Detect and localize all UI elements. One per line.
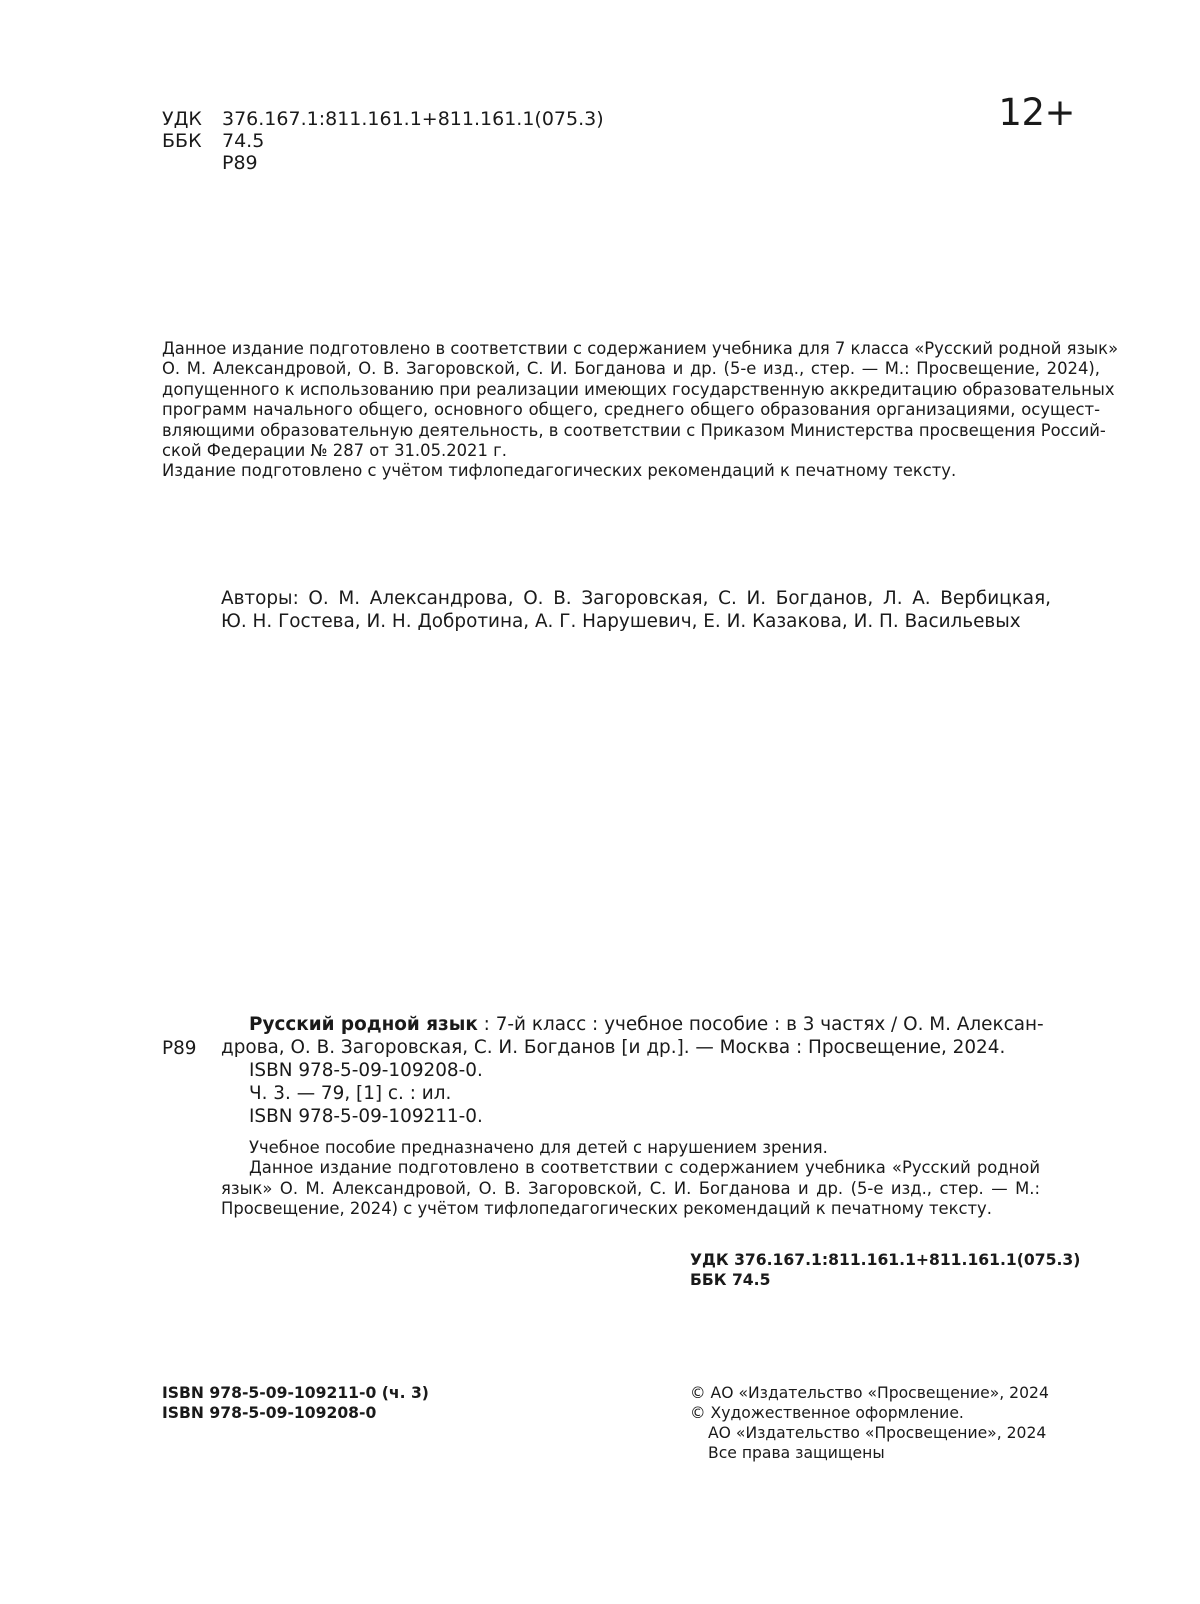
card-isbn-part: ISBN 978-5-09-109211-0. [249, 1106, 483, 1127]
bbk-label: ББК [162, 130, 202, 152]
card-udk: УДК 376.167.1:811.161.1+811.161.1(075.3) [690, 1251, 1081, 1269]
annotation-line: программ начального общего, основного общего, среднего общего образования организациями, осущест- [162, 400, 1100, 420]
classification-block [162, 108, 604, 174]
card-title-rest: : 7-й класс : учебное пособие : в 3 частях / О. М. Алексан- [477, 1014, 1044, 1035]
card-desc-line: язык» О. М. Александровой, О. В. Загоровской, С. И. Богданова и др. (5-е изд., стер. — М.: [221, 1178, 1040, 1198]
annotation-line: О. М. Александровой, О. В. Загоровской, С. И. Богданова и др. (5-е изд., стер. — М.: Просвещение, 2024), [162, 359, 1100, 379]
card-index [690, 1250, 1080, 1290]
copyright-line: © АО «Издательство «Просвещение», 2024 [690, 1384, 1049, 1402]
udk-value: 376.167.1:811.161.1+811.161.1(075.3) [222, 108, 604, 130]
card-desc-line: Просвещение, 2024) с учётом тифлопедагогических рекомендаций к печатному тексту. [221, 1199, 992, 1219]
book-title: Русский родной язык [249, 1014, 478, 1035]
card-description [221, 1138, 1040, 1220]
card-part: Ч. 3. — 79, [1] с. : ил. [249, 1083, 452, 1104]
copyright-line: © Художественное оформление. [690, 1404, 964, 1422]
copyright-block [690, 1383, 1049, 1463]
catalog-card [221, 1013, 1044, 1128]
bbk-value: 74.5 [222, 130, 265, 152]
isbn-set: ISBN 978-5-09-109208-0 [162, 1404, 377, 1422]
card-bbk: ББК 74.5 [690, 1271, 771, 1289]
isbn-block [162, 1383, 429, 1423]
authors-line: Ю. Н. Гостева, И. Н. Добротина, А. Г. Нарушевич, Е. И. Казакова, И. П. Васильевых [221, 611, 1021, 632]
catalog-code: Р89 [162, 1038, 197, 1059]
card-isbn-set: ISBN 978-5-09-109208-0. [249, 1060, 483, 1081]
card-desc-line: Данное издание подготовлено в соответствии с содержанием учебника «Русский родной [249, 1158, 1040, 1178]
isbn-part: ISBN 978-5-09-109211-0 (ч. 3) [162, 1384, 429, 1402]
bbk-row [162, 130, 604, 152]
age-rating: 12+ [998, 91, 1075, 134]
annotation-line: ской Федерации № 287 от 31.05.2021 г. [162, 441, 507, 461]
author-code: Р89 [222, 152, 258, 174]
rights-reserved: Все права защищены [708, 1444, 885, 1462]
annotation-note: Издание подготовлено с учётом тифлопедагогических рекомендаций к печатному тексту. [162, 461, 957, 481]
annotation-line: Данное издание подготовлено в соответствии с содержанием учебника для 7 класса «Русский родной язык» [162, 339, 1119, 358]
annotation-line: допущенного к использованию при реализации имеющих государственную аккредитацию образовательных [162, 379, 1115, 399]
copyright-line: АО «Издательство «Просвещение», 2024 [708, 1424, 1047, 1442]
annotation-line: вляющими образовательную деятельность, в соответствии с Приказом Министерства просвещения Россий- [162, 420, 1106, 440]
card-line: дрова, О. В. Загоровская, С. И. Богданов [и др.]. — Москва : Просвещение, 2024. [221, 1037, 1006, 1058]
card-purpose: Учебное пособие предназначено для детей с нарушением зрения. [249, 1138, 828, 1157]
authors-line: Авторы: О. М. Александрова, О. В. Загоровская, С. И. Богданов, Л. А. Вербицкая, [221, 588, 1051, 609]
author-code-row [162, 152, 604, 174]
card-title-line [249, 1013, 1044, 1036]
annotation-paragraph [162, 339, 1119, 482]
udk-label: УДК [162, 108, 202, 130]
authors-block [221, 587, 1051, 633]
udk-row [162, 108, 604, 130]
